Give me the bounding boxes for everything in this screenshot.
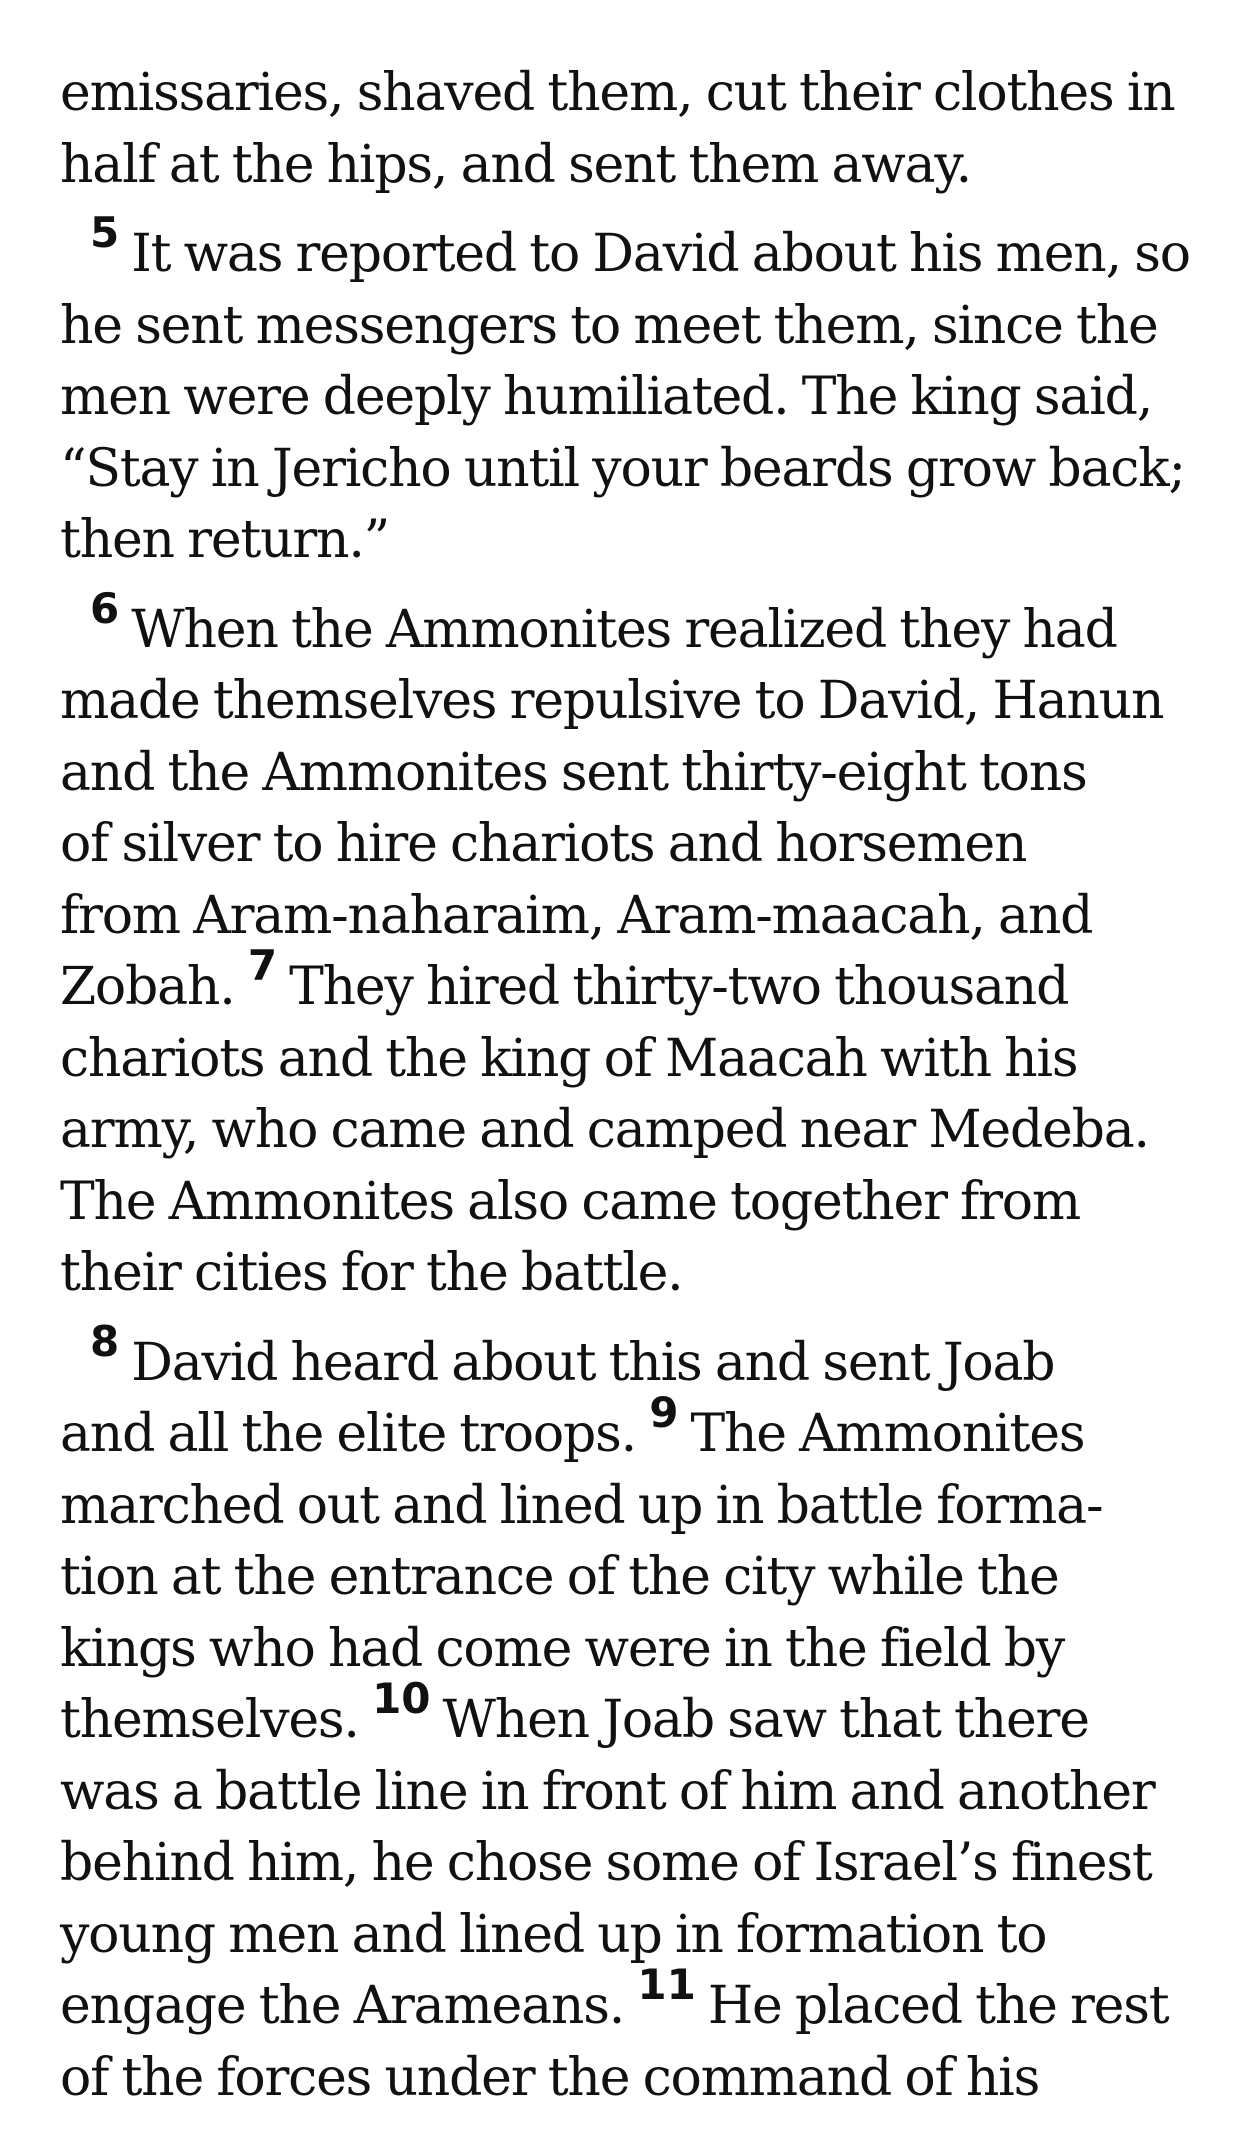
text-line (60, 941, 1202, 1024)
text-line: and the Ammonites sent thirty-eight tons (60, 742, 1087, 803)
text-line: was a battle line in front of him and another (60, 1761, 1155, 1822)
verse-text: It was reported to David about his men, so (131, 224, 1190, 284)
verse-number[interactable]: 10 (372, 1674, 431, 1723)
text-line: half at the hips, and sent them away. (60, 134, 971, 195)
verse-number[interactable]: 9 (649, 1388, 679, 1437)
verse-text: They hired thirty-two thousand (289, 957, 1069, 1017)
verse-text: When Joab saw that there (442, 1690, 1089, 1750)
text-line (60, 1960, 1202, 2043)
text-line: he sent messengers to meet them, since the (60, 295, 1158, 356)
text-line (60, 208, 1202, 291)
text-line: army, who came and camped near Medeba. (60, 1100, 1149, 1160)
verse-text: themselves. (60, 1690, 359, 1750)
text-line (60, 1674, 1202, 1757)
text-line: kings who had come were in the field by (60, 1618, 1065, 1679)
paragraph (60, 583, 1202, 1310)
text-line: their cities for the battle. (60, 1243, 683, 1303)
text-line: made themselves repulsive to David, Hanun (60, 671, 1164, 731)
text-line (60, 1316, 1202, 1400)
paragraph (60, 1316, 1202, 2115)
text-line: young men and lined up in formation to (60, 1904, 1047, 1965)
text-line: chariots and the king of Maacah with his (60, 1028, 1078, 1089)
paragraph-gap (60, 201, 1202, 219)
verse-text: and all the elite troops. (60, 1404, 636, 1464)
paragraph-gap (60, 1310, 1202, 1328)
text-line: “Stay in Jericho until your beards grow back; (60, 438, 1185, 499)
text-line: behind him, he chose some of Israel’s finest (60, 1833, 1152, 1893)
verse-text: The Ammonites (690, 1404, 1085, 1464)
text-line: The Ammonites also came together from (60, 1171, 1080, 1232)
text-line: from Aram-naharaim, Aram-maacah, and (60, 885, 1093, 946)
verse-number[interactable]: 11 (637, 1960, 696, 2009)
text-line (60, 583, 1202, 667)
verse-text: When the Ammonites realized they had (131, 599, 1117, 660)
text-line: emissaries, shaved them, cut their clothes in (60, 63, 1175, 123)
verse-number[interactable]: 8 (90, 1316, 120, 1366)
paragraph-gap (60, 577, 1202, 595)
verse-text: He placed the rest (707, 1976, 1169, 2036)
verse-text: David heard about this and sent Joab (131, 1332, 1055, 1393)
verse-number[interactable]: 5 (90, 208, 120, 257)
scripture-text (60, 58, 1202, 2114)
verse-text: engage the Arameans. (60, 1976, 625, 2036)
text-line: tion at the entrance of the city while the (60, 1547, 1059, 1607)
text-line: men were deeply humiliated. The king said, (60, 367, 1153, 427)
text-line: of the forces under the command of his (60, 2047, 1040, 2108)
text-line: marched out and lined up in battle forma- (60, 1475, 1103, 1536)
verse-number[interactable]: 6 (90, 583, 120, 633)
text-line: of silver to hire chariots and horsemen (60, 814, 1027, 874)
verse-text: Zobah. (60, 957, 235, 1017)
text-line (60, 1388, 1202, 1471)
paragraph (60, 208, 1202, 577)
text-line: then return.” (60, 510, 390, 570)
verse-number[interactable]: 7 (247, 941, 278, 990)
paragraph (60, 58, 1202, 201)
